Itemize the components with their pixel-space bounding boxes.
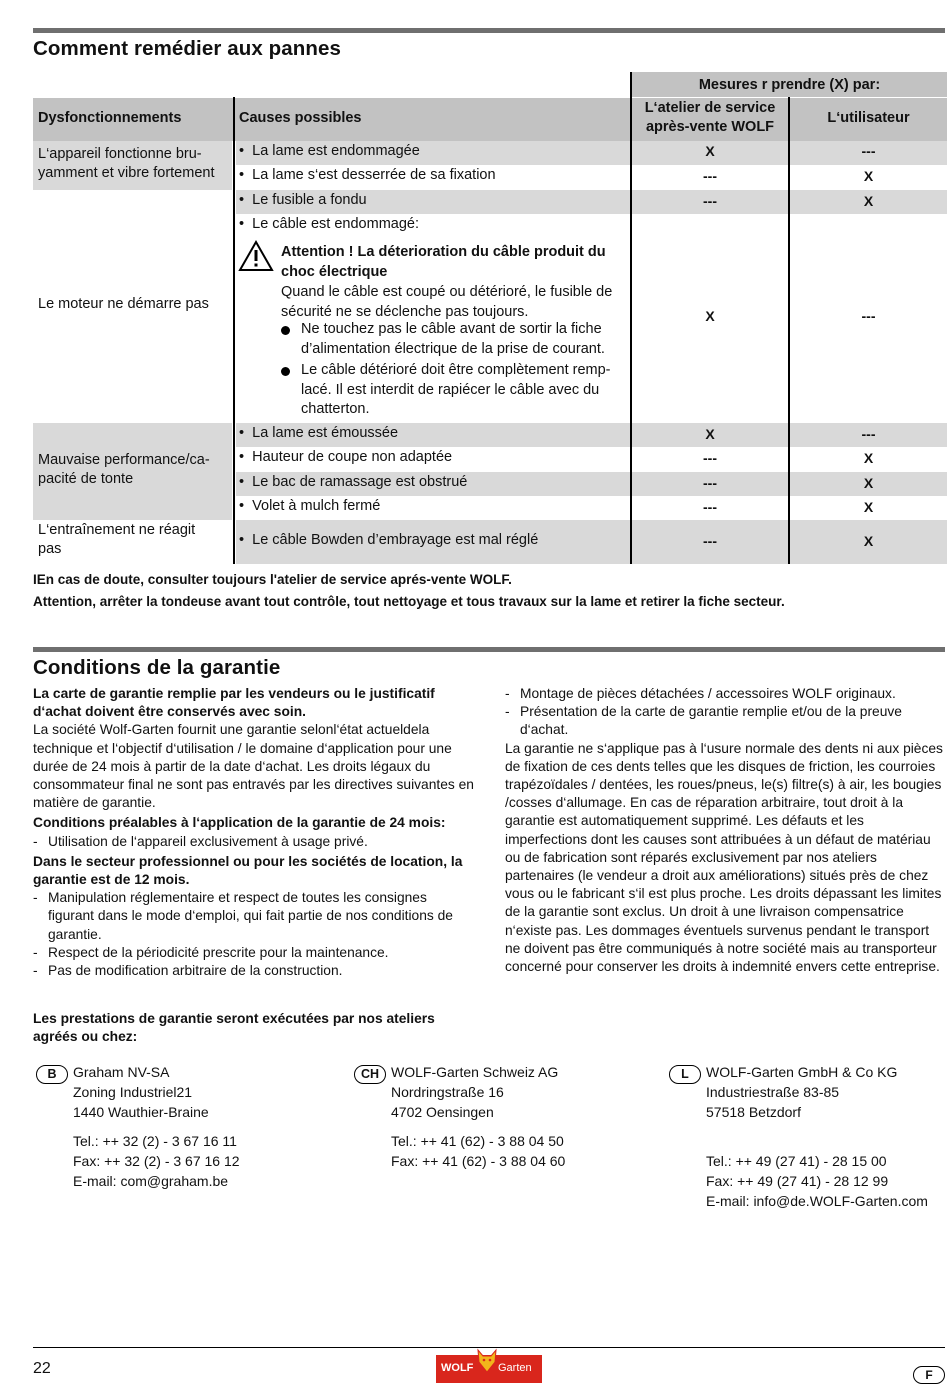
section-rule bbox=[33, 28, 945, 33]
warranty-exclusions: La garantie ne s‘applique pas à l‘usure normale des dents ni aux pièces de fixation de ces dents telles que les disques de friction, les courroies trapézoïdales / dentées, les roues/pneus, le(s) filtre(s) à air, les bougies /cosses d‘allumage. En cas de réparation arbitraire, tout droit à la garantie est automatiquement supprimé. Les défauts et les imperfections dont les causes sont attribuées à un défaut de matériau ou de fabrication sont réparés exclusivement par nos ateliers partenaires (le vendeur a droit aux améliorations) situés près de chez vous ou le fabricant s‘il est plus proche. Les droits dépassant les limites de la garantie sont exclus. Un droit à une livraison compensatrice n‘existe pas. Les dommages éventuels survenus pendant le transport ne doivent pas être communiqués à notre société mais au transporteur concerné pour conserver les droits à indemnité envers cette entreprise. bbox=[505, 740, 943, 975]
country-badge: B bbox=[36, 1065, 68, 1084]
service-mark: X bbox=[705, 143, 715, 159]
cond24-item: - Utilisation de l‘appareil exclusivement à usage privé. bbox=[33, 833, 475, 851]
wolf-garten-logo: WOLF Garten bbox=[436, 1355, 542, 1383]
warning-triangle-icon bbox=[238, 240, 274, 272]
address-belgium: Graham NV-SA Zoning Industriel21 1440 Wauthier-Braine Tel.: ++ 32 (2) - 3 67 16 11 Fax: ++ 32 (2) - 3 67 16 12 E-mail: com@graham.be bbox=[73, 1064, 240, 1189]
user-mark: --- bbox=[861, 426, 876, 442]
service-mark: --- bbox=[703, 475, 717, 491]
warranty-intro: La société Wolf-Garten fournit une garantie selonl‘état actueldela technique et l‘objectif d‘utilisation / le domaine d‘application pour une durée de 24 mois à partir de la date d‘achat. Les droits légaux du consommateur final ne sont pas entravés par les directives suivantes en matière de garantie. bbox=[33, 722, 474, 811]
country-badge: CH bbox=[354, 1065, 386, 1084]
service-mark: --- bbox=[703, 450, 717, 466]
right-item: - Montage de pièces détachées / accessoires WOLF originaux. bbox=[505, 685, 945, 703]
address-luxembourg: WOLF-Garten GmbH & Co KG Industriestraße 83-85 57518 Betzdorf Tel.: ++ 49 (27 41) - 28 15 00 Fax: ++ 49 (27 41) - 28 12 99 E-mail: info@de.WOLF-Garten.com bbox=[706, 1064, 928, 1209]
warning-title: Attention ! La déterioration du câble produit du choc électrique bbox=[281, 244, 606, 280]
note-stop-mower: Attention, arrêter la tondeuse avant tout contrôle, tout nettoyage et tous travaux sur la lame et retirer la fiche secteur. bbox=[33, 594, 785, 609]
warning-text: Quand le câble est coupé ou détérioré, le fusible de sécurité ne se déclenche pas toujours. bbox=[281, 284, 613, 320]
cause-row: • Le câble est endommagé: bbox=[239, 216, 419, 232]
country-badge: L bbox=[669, 1065, 701, 1084]
cause-row: • Le fusible a fondu bbox=[239, 192, 367, 208]
user-mark: X bbox=[863, 450, 874, 466]
user-mark: X bbox=[863, 475, 874, 491]
service-mark: --- bbox=[703, 533, 717, 549]
user-mark: --- bbox=[861, 308, 876, 324]
fault-label: Mauvaise performance/ca- pacité de tonte bbox=[38, 452, 210, 487]
col-user-header: L‘utilisateur bbox=[827, 110, 910, 126]
troubleshoot-title: Comment remédier aux pannes bbox=[33, 37, 342, 60]
address-switzerland: WOLF-Garten Schweiz AG Nordringstraße 16 4702 Oensingen Tel.: ++ 41 (62) - 3 88 04 50 Fax: ++ 41 (62) - 3 88 04 60 bbox=[391, 1064, 566, 1169]
pro-title: Dans le secteur professionnel ou pour les sociétés de location, la garantie est de 12 mois. bbox=[33, 853, 463, 888]
service-mark: --- bbox=[703, 193, 717, 209]
warranty-intro-bold: La carte de garantie remplie par les vendeurs ou le justificatif d‘achat doivent être conservés avec soin. bbox=[33, 686, 435, 720]
cause-row: • La lame s‘est desserrée de sa fixation bbox=[239, 167, 496, 183]
warranty-title: Conditions de la garantie bbox=[33, 656, 281, 679]
pro-item: - Manipulation réglementaire et respect de toutes les consignes figurant dans le mode d‘emploi, qui fait partie de nos conditions de garantie. bbox=[33, 889, 475, 944]
page-number: 22 bbox=[33, 1360, 51, 1377]
measures-header: Mesures r prendre (X) par: bbox=[698, 77, 881, 93]
section-rule bbox=[33, 647, 945, 652]
service-mark: --- bbox=[703, 499, 717, 515]
note-doubt: IEn cas de doute, consulter toujours l'atelier de service aprés-vente WOLF. bbox=[33, 572, 512, 587]
cause-row: • La lame est endommagée bbox=[239, 143, 420, 159]
cause-row: • Le bac de ramassage est obstrué bbox=[239, 474, 468, 490]
user-mark: X bbox=[863, 499, 874, 515]
user-mark: X bbox=[863, 533, 874, 549]
cause-row: • Volet à mulch fermé bbox=[239, 498, 381, 514]
col-service-header: L‘atelier de service après-vente WOLF bbox=[644, 100, 776, 135]
services-title: Les prestations de garantie seront exécutées par nos ateliers agréés ou chez: bbox=[33, 1011, 435, 1045]
cause-row: • La lame est émoussée bbox=[239, 425, 399, 441]
col-faults-header: Dysfonctionnements bbox=[38, 110, 182, 126]
fault-label: L‘entraînement ne réagit pas bbox=[38, 522, 196, 557]
cond24-title: Conditions préalables à l‘application de la garantie de 24 mois: bbox=[33, 815, 446, 831]
right-item: - Présentation de la carte de garantie remplie et/ou de la preuve d‘achat. bbox=[505, 703, 945, 739]
service-mark: --- bbox=[703, 168, 717, 184]
wolf-head-icon bbox=[476, 1346, 498, 1373]
user-mark: X bbox=[863, 168, 874, 184]
pro-item: - Pas de modification arbitraire de la construction. bbox=[33, 962, 475, 980]
language-badge: F bbox=[913, 1366, 945, 1384]
warranty-left-column bbox=[33, 685, 475, 980]
fault-label: Le moteur ne démarre pas bbox=[38, 296, 209, 312]
user-mark: --- bbox=[861, 143, 876, 159]
warranty-right-column bbox=[505, 685, 945, 976]
service-mark: X bbox=[705, 426, 715, 442]
fault-label: L‘appareil fonctionne bru- yamment et vibre fortement bbox=[38, 146, 215, 181]
service-mark: X bbox=[705, 308, 715, 324]
cause-row: • Le câble Bowden d’embrayage est mal réglé bbox=[239, 532, 539, 548]
user-mark: X bbox=[863, 193, 874, 209]
cause-row: • Hauteur de coupe non adaptée bbox=[239, 449, 453, 465]
pro-item: - Respect de la périodicité prescrite pour la maintenance. bbox=[33, 944, 475, 962]
col-causes-header: Causes possibles bbox=[239, 110, 362, 126]
